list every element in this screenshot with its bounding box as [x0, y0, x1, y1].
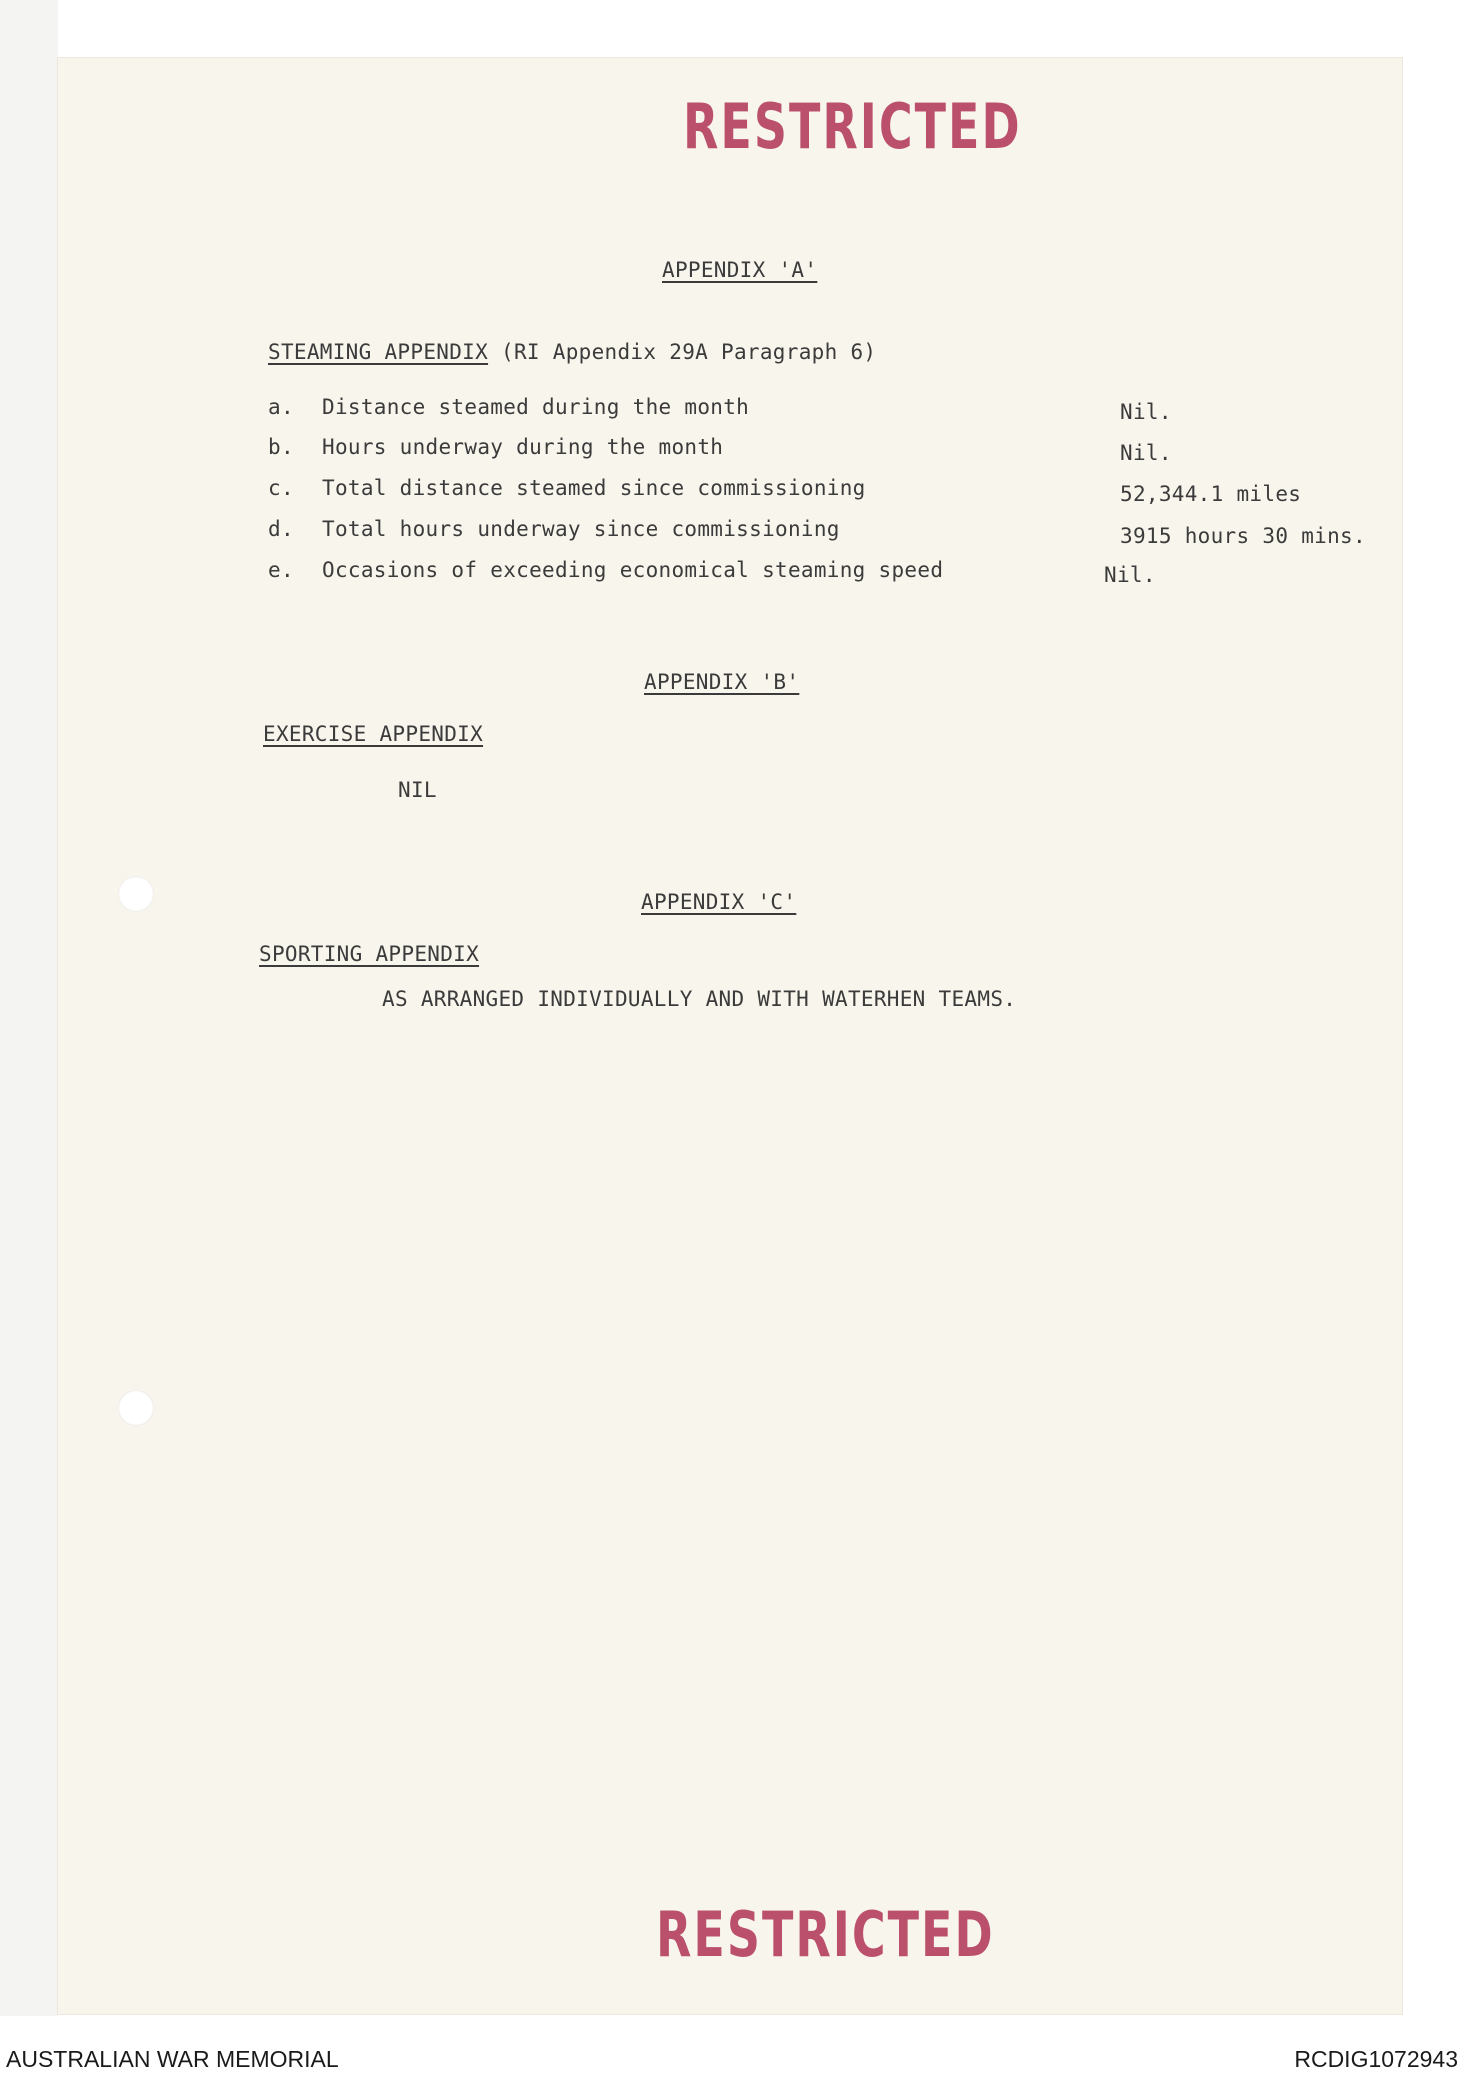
scan-edge — [0, 0, 58, 2016]
steaming-appendix-title: STEAMING APPENDIX — [268, 340, 489, 364]
item-label: Distance steamed during the month — [322, 395, 750, 419]
item-letter: a. — [268, 395, 294, 419]
steaming-appendix-ref: (RI Appendix 29A Paragraph 6) — [501, 340, 877, 364]
item-value: Nil. — [1104, 563, 1156, 587]
item-value: 52,344.1 miles — [1120, 482, 1302, 506]
item-letter: b. — [268, 435, 294, 459]
exercise-appendix-title: EXERCISE APPENDIX — [263, 722, 484, 746]
punch-hole-upper — [118, 876, 154, 912]
appendix-c-heading: APPENDIX 'C' — [641, 890, 797, 914]
sporting-appendix-title: SPORTING APPENDIX — [259, 942, 480, 966]
exercise-appendix-body: NIL — [398, 778, 437, 802]
item-value: 3915 hours 30 mins. — [1120, 524, 1366, 548]
restricted-stamp-top: RESTRICTED — [683, 90, 1022, 163]
steaming-appendix-title-line — [268, 340, 876, 364]
footer-source: AUSTRALIAN WAR MEMORIAL — [6, 2046, 339, 2072]
item-letter: d. — [268, 517, 294, 541]
item-label: Total hours underway since commissioning — [322, 517, 840, 541]
appendix-b-heading: APPENDIX 'B' — [644, 670, 800, 694]
item-letter: c. — [268, 476, 294, 500]
restricted-stamp-bottom: RESTRICTED — [656, 1898, 995, 1971]
item-value: Nil. — [1120, 441, 1172, 465]
appendix-a-heading: APPENDIX 'A' — [662, 258, 818, 282]
punch-hole-lower — [118, 1390, 154, 1426]
item-label: Hours underway during the month — [322, 435, 724, 459]
sporting-appendix-body: AS ARRANGED INDIVIDUALLY AND WITH WATERHEN TEAMS. — [382, 987, 1017, 1011]
item-letter: e. — [268, 558, 294, 582]
footer-record-id: RCDIG1072943 — [1294, 2046, 1458, 2072]
item-value: Nil. — [1120, 400, 1172, 424]
item-label: Occasions of exceeding economical steaming speed — [322, 558, 944, 582]
item-label: Total distance steamed since commissioning — [322, 476, 866, 500]
